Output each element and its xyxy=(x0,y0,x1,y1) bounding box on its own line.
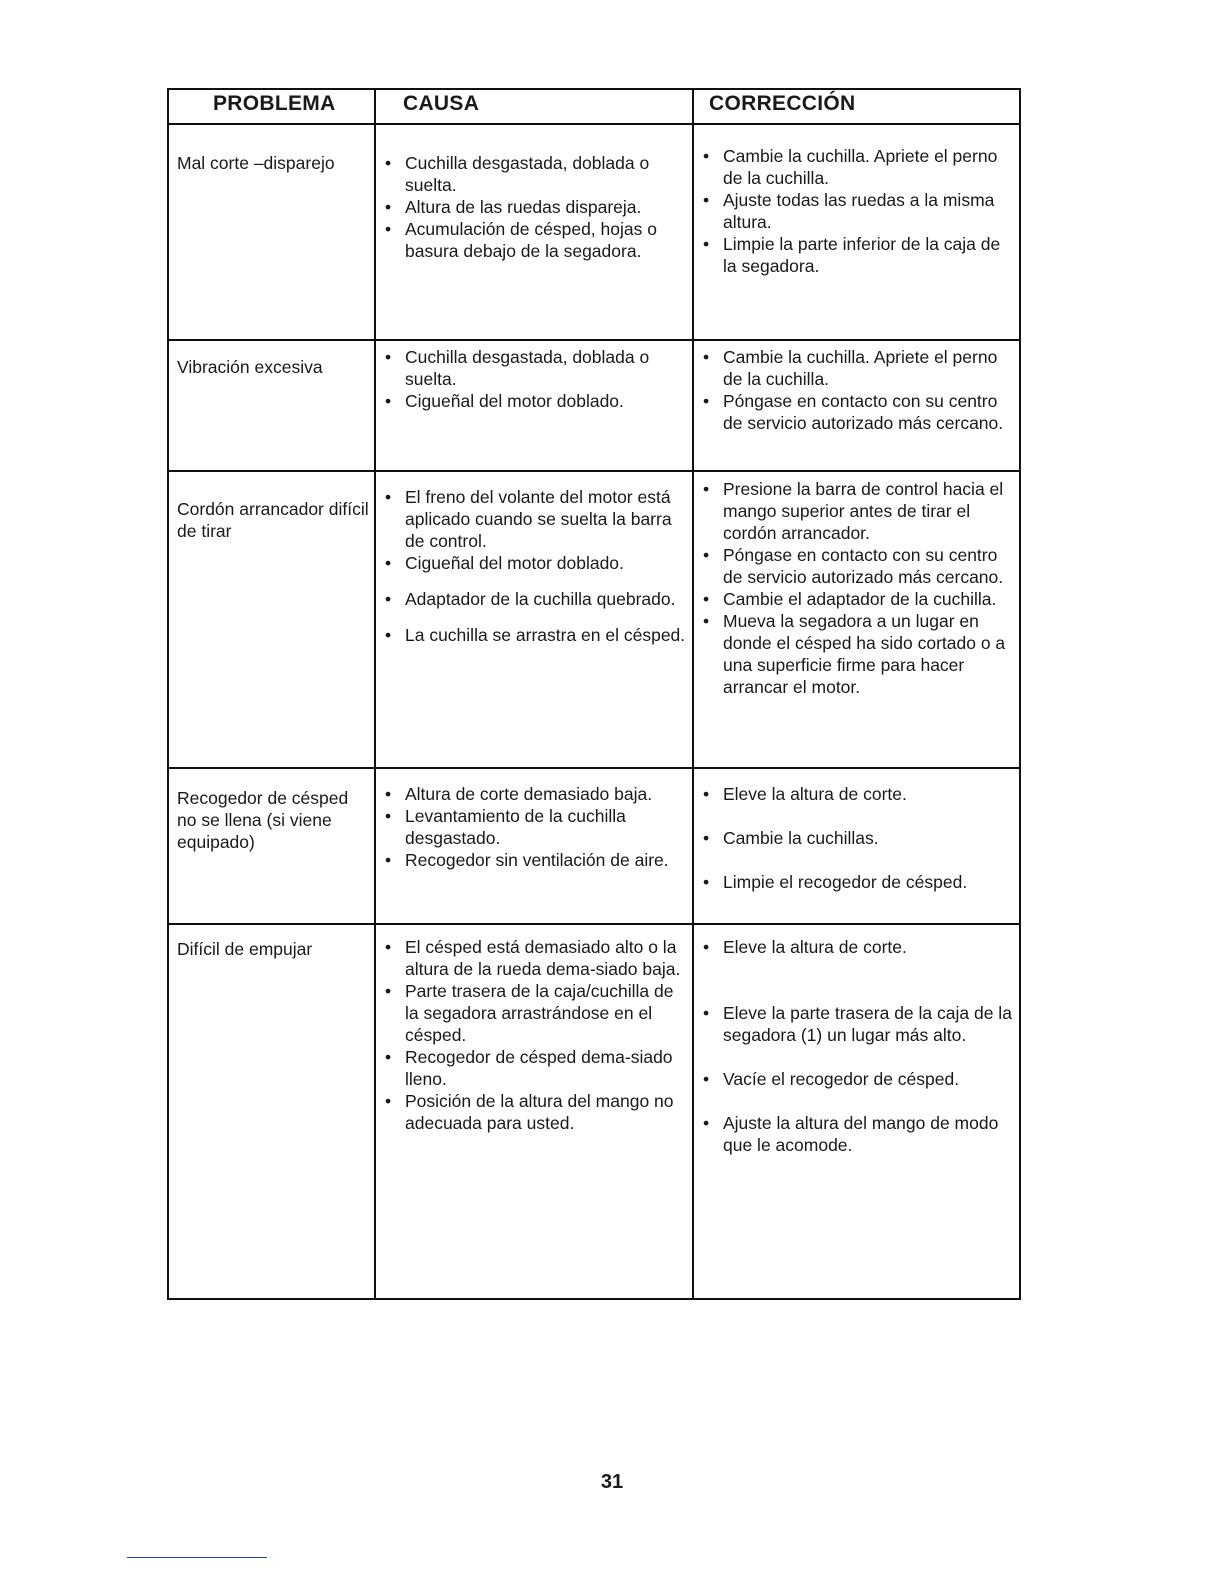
correction-item: • Ajuste la altura del mango de modo que le acomode. xyxy=(697,1112,1015,1156)
correction-item: • Ajuste todas las ruedas a la misma altura. xyxy=(697,189,1015,233)
page-number: 31 xyxy=(600,1471,624,1493)
cause-item: • Adaptador de la cuchilla quebrado. xyxy=(379,588,687,610)
cause-item: • Altura de corte demasiado baja. xyxy=(379,783,687,805)
correction-item: • Cambie el adaptador de la cuchilla. xyxy=(697,588,1015,610)
header-problem: PROBLEMA xyxy=(213,92,336,115)
row-divider xyxy=(169,339,1019,341)
header-correction: CORRECCIÓN xyxy=(709,92,856,115)
correction-item: • Cambie la cuchilla. Apriete el perno de la cuchilla. xyxy=(697,346,1015,390)
row-1-corrections xyxy=(697,145,1015,277)
row-1-problem: Mal corte –disparejo xyxy=(177,153,335,173)
row-4-problem: Recogedor de césped no se llena (si viene equipado) xyxy=(177,788,349,852)
cause-item: • Cigueñal del motor doblado. xyxy=(379,390,687,412)
row-5-causes xyxy=(379,936,687,1134)
row-3-corrections xyxy=(697,478,1015,698)
cause-item: • El césped está demasiado alto o la altura de la rueda dema-siado baja. xyxy=(379,936,687,980)
cause-item: • Recogedor de césped dema-siado lleno. xyxy=(379,1046,687,1090)
cause-item: • Posición de la altura del mango no adecuada para usted. xyxy=(379,1090,687,1134)
row-divider xyxy=(169,923,1019,925)
correction-item: • Limpie el recogedor de césped. xyxy=(697,871,1015,893)
cause-item: • Cuchilla desgastada, doblada o suelta. xyxy=(379,346,687,390)
correction-item: • Póngase en contacto con su centro de servicio autorizado más cercano. xyxy=(697,544,1015,588)
correction-item: • Cambie la cuchilla. Apriete el perno de la cuchilla. xyxy=(697,145,1015,189)
row-divider xyxy=(169,767,1019,769)
column-divider xyxy=(692,90,694,1298)
row-4-causes xyxy=(379,783,687,871)
correction-item: • Eleve la altura de corte. xyxy=(697,936,1015,958)
cause-item: • Cuchilla desgastada, doblada o suelta. xyxy=(379,152,687,196)
correction-item: • Póngase en contacto con su centro de servicio autorizado más cercano. xyxy=(697,390,1015,434)
correction-item: • Eleve la altura de corte. xyxy=(697,783,1015,805)
header-cause: CAUSA xyxy=(403,92,480,115)
row-5-corrections xyxy=(697,936,1015,1156)
cause-item: • Acumulación de césped, hojas o basura debajo de la segadora. xyxy=(379,218,687,262)
column-divider xyxy=(374,90,376,1298)
correction-item: • Vacíe el recogedor de césped. xyxy=(697,1068,1015,1090)
row-divider xyxy=(169,123,1019,125)
cause-item: • Parte trasera de la caja/cuchilla de la segadora arrastrándose en el césped. xyxy=(379,980,687,1046)
correction-item: • Mueva la segadora a un lugar en donde el césped ha sido cortado o a una superficie firme para hacer arrancar el motor. xyxy=(697,610,1015,698)
row-4-corrections xyxy=(697,783,1015,893)
cause-item: • Cigueñal del motor doblado. xyxy=(379,552,687,574)
cause-item: • Altura de las ruedas dispareja. xyxy=(379,196,687,218)
correction-item: • Cambie la cuchillas. xyxy=(697,827,1015,849)
footer-rule xyxy=(127,1557,267,1558)
row-divider xyxy=(169,470,1019,472)
row-3-problem: Cordón arrancador difícil de tirar xyxy=(177,499,369,541)
correction-item: • Presione la barra de control hacia el mango superior antes de tirar el cordón arrancador. xyxy=(697,478,1015,544)
row-5-problem: Difícil de empujar xyxy=(177,939,313,959)
cause-item: • La cuchilla se arrastra en el césped. xyxy=(379,624,687,646)
row-3-causes xyxy=(379,486,687,646)
row-2-causes xyxy=(379,346,687,412)
row-2-corrections xyxy=(697,346,1015,434)
troubleshooting-table xyxy=(167,88,1021,1300)
cause-item: • Levantamiento de la cuchilla desgastado. xyxy=(379,805,687,849)
row-2-problem: Vibración excesiva xyxy=(177,357,323,377)
row-1-causes xyxy=(379,152,687,262)
correction-item: • Limpie la parte inferior de la caja de la segadora. xyxy=(697,233,1015,277)
correction-item: • Eleve la parte trasera de la caja de la segadora (1) un lugar más alto. xyxy=(697,1002,1015,1046)
cause-item: • Recogedor sin ventilación de aire. xyxy=(379,849,687,871)
cause-item: • El freno del volante del motor está aplicado cuando se suelta la barra de control. xyxy=(379,486,687,552)
